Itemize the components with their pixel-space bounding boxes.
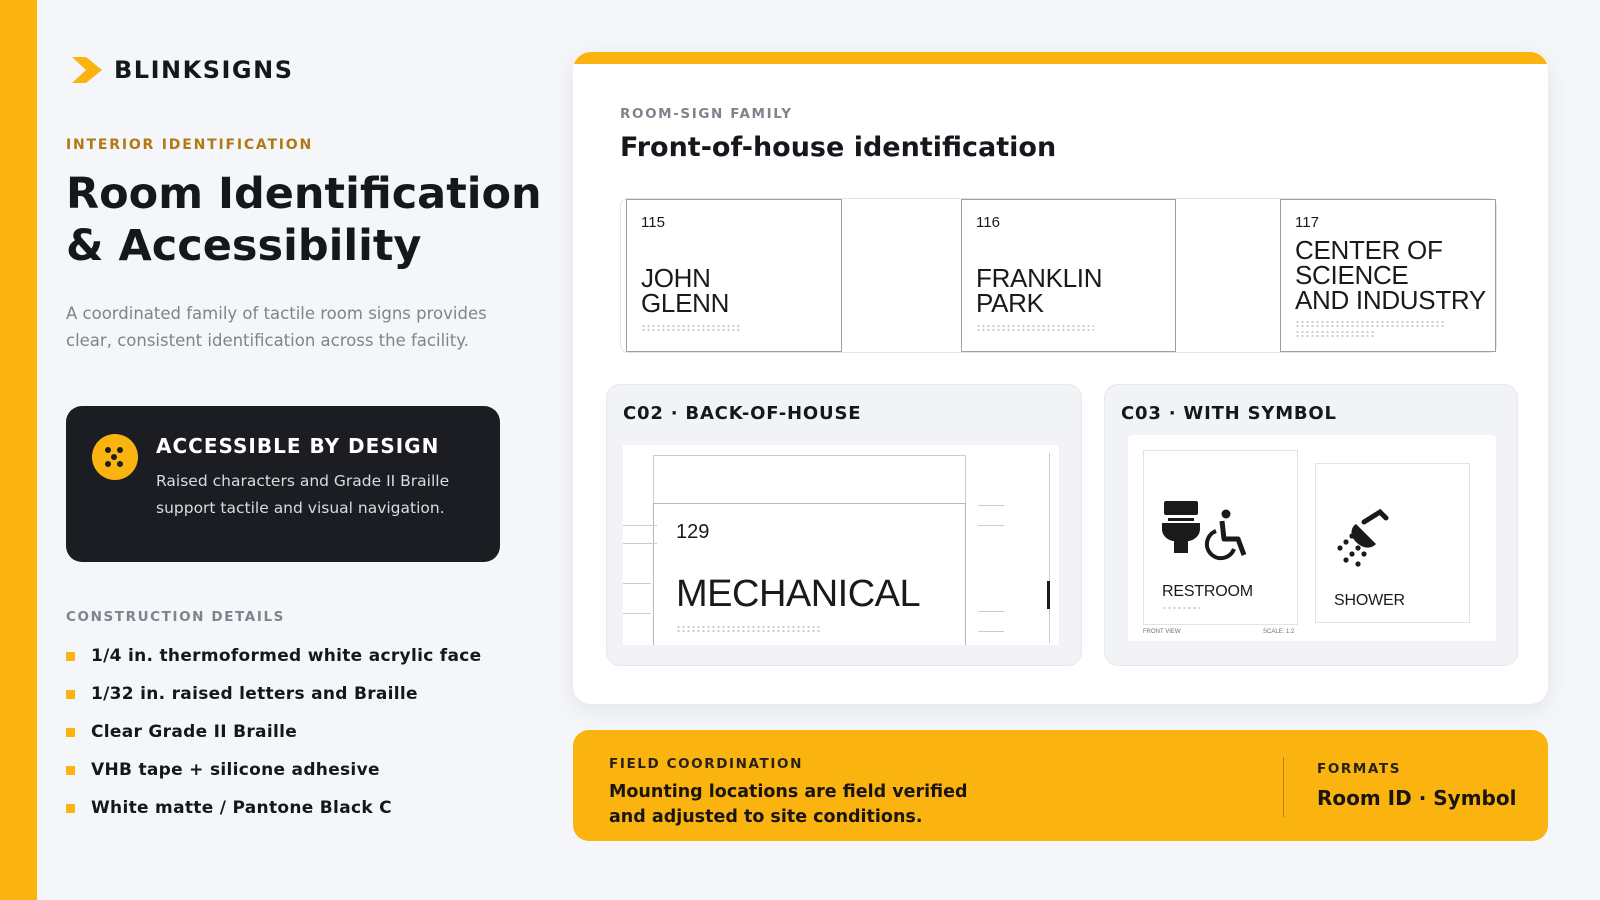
accessible-design-card — [66, 406, 500, 562]
c03-title: C03 · WITH SYMBOL — [1121, 403, 1337, 424]
mechanical-sign-drawing — [623, 445, 1059, 645]
room-number: 117 — [1295, 214, 1319, 231]
page-title — [66, 168, 542, 272]
field-coordination-banner — [573, 730, 1548, 841]
restroom-label: RESTROOM — [1162, 583, 1253, 600]
room-name: JOHN GLENN — [641, 263, 730, 318]
scale-caption: SCALE: 1:2 — [1263, 629, 1295, 635]
accessible-card-title: ACCESSIBLE BY DESIGN — [156, 434, 440, 458]
toilet-icon — [1162, 501, 1200, 565]
formats-label: FORMATS — [1317, 761, 1402, 777]
room-number: 129 — [676, 521, 710, 543]
front-view-caption: FRONT VIEW — [1143, 629, 1181, 635]
family-label: ROOM-SIGN FAMILY — [620, 106, 793, 122]
list-item: 1/32 in. raised letters and Braille — [66, 675, 481, 713]
room-sign-family-card — [573, 52, 1548, 704]
card-accent-bar — [573, 52, 1548, 64]
restroom-sign — [1143, 450, 1298, 625]
accent-side-bar — [0, 0, 37, 900]
page-title-line-2: & Accessibility — [66, 221, 422, 271]
room-sign — [1280, 199, 1496, 352]
braille-dots-icon — [92, 434, 138, 480]
list-item: White matte / Pantone Black C — [66, 789, 481, 827]
c02-title: C02 · BACK-OF-HOUSE — [623, 403, 862, 424]
brand-name: BLINKSIGNS — [114, 56, 294, 84]
room-name: FRANKLIN PARK — [976, 263, 1103, 318]
section-eyebrow: INTERIOR IDENTIFICATION — [66, 137, 314, 153]
list-item: Clear Grade II Braille — [66, 713, 481, 751]
braille-row — [641, 324, 741, 332]
list-item: VHB tape + silicone adhesive — [66, 751, 481, 789]
wheelchair-icon — [1204, 509, 1248, 565]
page-description: A coordinated family of tactile room signs provides clear, consistent identification across the facility. — [66, 304, 487, 350]
field-coordination-text: Mounting locations are field verified and adjusted to site conditions. — [609, 782, 968, 827]
room-number: 115 — [641, 214, 665, 231]
symbol-sign-drawing — [1128, 435, 1496, 641]
shower-sign — [1315, 463, 1470, 623]
accessible-card-text: Raised characters and Grade II Braille support tactile and visual navigation. — [156, 472, 450, 517]
field-coordination-label: FIELD COORDINATION — [609, 756, 803, 772]
banner-divider — [1283, 757, 1284, 817]
page-title-line-1: Room Identification — [66, 169, 542, 219]
formats-value: Room ID · Symbol — [1317, 786, 1517, 810]
chevron-right-icon — [70, 55, 104, 85]
family-title: Front-of-house identification — [620, 132, 1057, 163]
braille-row — [1162, 606, 1202, 611]
room-name: MECHANICAL — [676, 573, 921, 615]
room-signs-strip — [620, 198, 1497, 353]
shower-icon — [1334, 508, 1392, 574]
list-item: 1/4 in. thermoformed white acrylic face — [66, 637, 481, 675]
c03-with-symbol-card — [1104, 384, 1518, 666]
brand-logo — [70, 55, 293, 85]
c02-back-of-house-card — [606, 384, 1082, 666]
room-name: CENTER OF SCIENCE AND INDUSTRY — [1295, 235, 1486, 315]
shower-label: SHOWER — [1334, 592, 1405, 609]
room-sign — [626, 199, 842, 352]
room-number: 116 — [976, 214, 1000, 231]
braille-row — [676, 625, 821, 633]
braille-row — [1295, 330, 1375, 338]
room-sign — [961, 199, 1176, 352]
construction-list — [66, 637, 481, 827]
braille-row — [1295, 320, 1445, 328]
braille-row — [976, 324, 1094, 332]
construction-label: CONSTRUCTION DETAILS — [66, 609, 285, 625]
